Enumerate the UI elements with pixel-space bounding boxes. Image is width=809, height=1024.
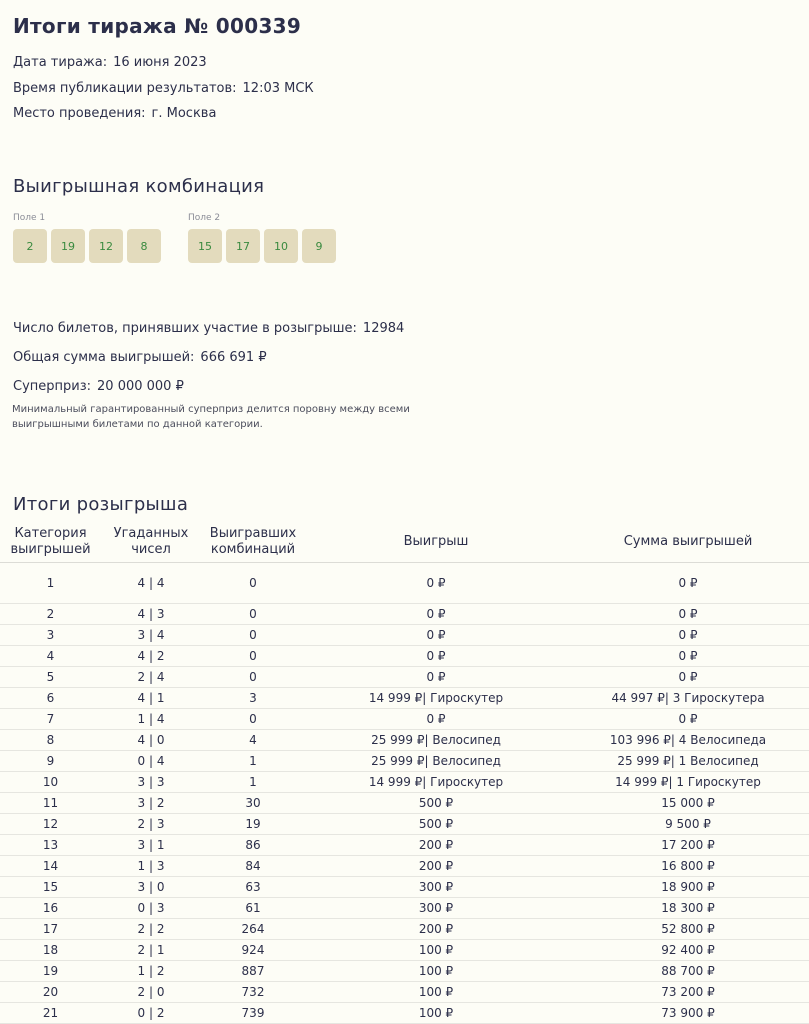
cell-combos: 0 [201,709,305,730]
column-header-category [0,522,101,563]
cell-category: 11 [0,793,101,814]
superprize-value: 20 000 000 ₽ [97,379,184,394]
cell-category: 1 [0,563,101,604]
ball: 15 [188,229,222,263]
cell-category: 9 [0,751,101,772]
cell-category: 19 [0,961,101,982]
cell-combos: 63 [201,877,305,898]
publish-time-value: 12:03 МСК [242,81,314,96]
cell-prize: 0 ₽ [305,667,567,688]
cell-prize: 500 ₽ [305,814,567,835]
cell-category: 12 [0,814,101,835]
cell-category: 21 [0,1003,101,1024]
draw-date-label: Дата тиража: [13,55,108,70]
total-label: Общая сумма выигрышей: [13,350,195,365]
cell-prize: 0 ₽ [305,563,567,604]
cell-prize: 0 ₽ [305,709,567,730]
cell-category: 17 [0,919,101,940]
results-body [0,563,809,1024]
cell-prize: 0 ₽ [305,646,567,667]
table-row [0,604,809,625]
cell-sum: 52 800 ₽ [567,919,809,940]
cell-prize: 200 ₽ [305,856,567,877]
cell-combos: 887 [201,961,305,982]
cell-sum: 88 700 ₽ [567,961,809,982]
cell-prize: 0 ₽ [305,604,567,625]
tickets-label: Число билетов, принявших участие в розыгрыше: [13,321,357,336]
cell-combos: 4 [201,730,305,751]
table-row [0,835,809,856]
cell-guessed: 4 | 3 [101,604,201,625]
column-header-combos [201,522,305,563]
cell-guessed: 1 | 4 [101,709,201,730]
cell-combos: 86 [201,835,305,856]
cell-prize: 100 ₽ [305,982,567,1003]
column-header-guessed-line1: Угаданных [113,526,189,541]
cell-sum: 44 997 ₽| 3 Гироскутера [567,688,809,709]
publish-time-label: Время публикации результатов: [13,81,237,96]
cell-combos: 739 [201,1003,305,1024]
table-row [0,898,809,919]
tickets-value: 12984 [362,321,405,336]
cell-category: 18 [0,940,101,961]
field1-label: Поле 1 [13,213,46,223]
cell-sum: 17 200 ₽ [567,835,809,856]
table-row [0,688,809,709]
table-row [0,961,809,982]
cell-combos: 1 [201,772,305,793]
table-row [0,709,809,730]
cell-category: 7 [0,709,101,730]
cell-sum: 18 900 ₽ [567,877,809,898]
column-header-combos-line1: Выигравших [209,526,297,541]
cell-guessed: 2 | 1 [101,940,201,961]
column-header-prize: Выигрыш [403,534,469,549]
column-header-guessed [101,522,201,563]
cell-combos: 3 [201,688,305,709]
table-header-row [0,522,809,563]
cell-guessed: 2 | 3 [101,814,201,835]
cell-category: 20 [0,982,101,1003]
place-value: г. Москва [151,106,217,121]
cell-category: 3 [0,625,101,646]
table-row [0,919,809,940]
cell-prize: 25 999 ₽| Велосипед [305,730,567,751]
cell-prize: 14 999 ₽| Гироскутер [305,688,567,709]
cell-guessed: 0 | 3 [101,898,201,919]
cell-prize: 100 ₽ [305,940,567,961]
cell-sum: 0 ₽ [567,563,809,604]
ball: 19 [51,229,85,263]
cell-guessed: 0 | 2 [101,1003,201,1024]
cell-guessed: 2 | 4 [101,667,201,688]
cell-category: 8 [0,730,101,751]
cell-guessed: 4 | 1 [101,688,201,709]
table-row [0,1003,809,1024]
cell-combos: 1 [201,751,305,772]
column-header-guessed-line2: чисел [131,542,171,557]
field1-balls [13,229,161,263]
cell-sum: 0 ₽ [567,625,809,646]
field2-balls [188,229,336,263]
cell-combos: 732 [201,982,305,1003]
cell-category: 15 [0,877,101,898]
cell-prize: 100 ₽ [305,1003,567,1024]
publish-time-line [13,81,314,96]
cell-combos: 61 [201,898,305,919]
table-row [0,646,809,667]
cell-combos: 0 [201,667,305,688]
cell-prize: 0 ₽ [305,625,567,646]
cell-guessed: 4 | 0 [101,730,201,751]
cell-sum: 0 ₽ [567,709,809,730]
column-header-category-line1: Категория [14,526,87,541]
cell-combos: 264 [201,919,305,940]
ball: 12 [89,229,123,263]
cell-sum: 9 500 ₽ [567,814,809,835]
table-row [0,730,809,751]
winning-combination-title: Выигрышная комбинация [13,176,265,197]
cell-combos: 84 [201,856,305,877]
ball: 8 [127,229,161,263]
cell-sum: 103 996 ₽| 4 Велосипеда [567,730,809,751]
ball: 17 [226,229,260,263]
ball: 2 [13,229,47,263]
draw-date-value: 16 июня 2023 [113,55,207,70]
superprize-note: Минимальный гарантированный суперприз делится поровну между всеми выигрышными билетами по данной категории. [12,404,410,430]
table-row [0,793,809,814]
total-value: 666 691 ₽ [200,350,267,365]
table-row [0,667,809,688]
superprize-line [13,379,184,394]
cell-combos: 30 [201,793,305,814]
cell-prize: 200 ₽ [305,919,567,940]
cell-guessed: 4 | 4 [101,563,201,604]
cell-category: 14 [0,856,101,877]
cell-sum: 16 800 ₽ [567,856,809,877]
cell-category: 13 [0,835,101,856]
cell-category: 2 [0,604,101,625]
column-header-category-line2: выигрышей [10,542,91,557]
cell-guessed: 3 | 4 [101,625,201,646]
cell-combos: 924 [201,940,305,961]
cell-combos: 0 [201,625,305,646]
page-title: Итоги тиража № 000339 [13,14,302,38]
cell-sum: 0 ₽ [567,604,809,625]
cell-category: 10 [0,772,101,793]
cell-guessed: 2 | 2 [101,919,201,940]
cell-sum: 0 ₽ [567,646,809,667]
cell-category: 6 [0,688,101,709]
superprize-label: Суперприз: [13,379,92,394]
cell-guessed: 1 | 3 [101,856,201,877]
ball: 9 [302,229,336,263]
cell-sum: 14 999 ₽| 1 Гироскутер [567,772,809,793]
cell-prize: 300 ₽ [305,877,567,898]
place-label: Место проведения: [13,106,146,121]
cell-guessed: 4 | 2 [101,646,201,667]
cell-guessed: 3 | 1 [101,835,201,856]
table-row [0,625,809,646]
cell-prize: 100 ₽ [305,961,567,982]
cell-guessed: 3 | 3 [101,772,201,793]
cell-category: 16 [0,898,101,919]
table-row [0,751,809,772]
cell-prize: 14 999 ₽| Гироскутер [305,772,567,793]
tickets-line [13,321,404,336]
table-row [0,856,809,877]
results-table [0,522,809,1024]
cell-prize: 200 ₽ [305,835,567,856]
column-header-sum: Сумма выигрышей [623,534,753,549]
field2-label: Поле 2 [188,213,221,223]
cell-guessed: 3 | 2 [101,793,201,814]
cell-sum: 73 200 ₽ [567,982,809,1003]
table-row [0,982,809,1003]
cell-sum: 92 400 ₽ [567,940,809,961]
cell-guessed: 3 | 0 [101,877,201,898]
cell-guessed: 2 | 0 [101,982,201,1003]
draw-date-line [13,55,207,70]
cell-sum: 25 999 ₽| 1 Велосипед [567,751,809,772]
table-row [0,772,809,793]
cell-sum: 73 900 ₽ [567,1003,809,1024]
cell-category: 5 [0,667,101,688]
cell-prize: 500 ₽ [305,793,567,814]
cell-guessed: 0 | 4 [101,751,201,772]
cell-combos: 0 [201,646,305,667]
results-title: Итоги розыгрыша [13,494,189,515]
table-row [0,563,809,604]
ball: 10 [264,229,298,263]
cell-guessed: 1 | 2 [101,961,201,982]
table-row [0,814,809,835]
cell-sum: 15 000 ₽ [567,793,809,814]
cell-category: 4 [0,646,101,667]
total-line [13,350,267,365]
cell-sum: 18 300 ₽ [567,898,809,919]
cell-combos: 19 [201,814,305,835]
table-row [0,877,809,898]
cell-sum: 0 ₽ [567,667,809,688]
cell-prize: 300 ₽ [305,898,567,919]
column-header-combos-line2: комбинаций [210,542,296,557]
place-line [13,106,216,121]
cell-combos: 0 [201,604,305,625]
cell-prize: 25 999 ₽| Велосипед [305,751,567,772]
table-row [0,940,809,961]
cell-combos: 0 [201,563,305,604]
